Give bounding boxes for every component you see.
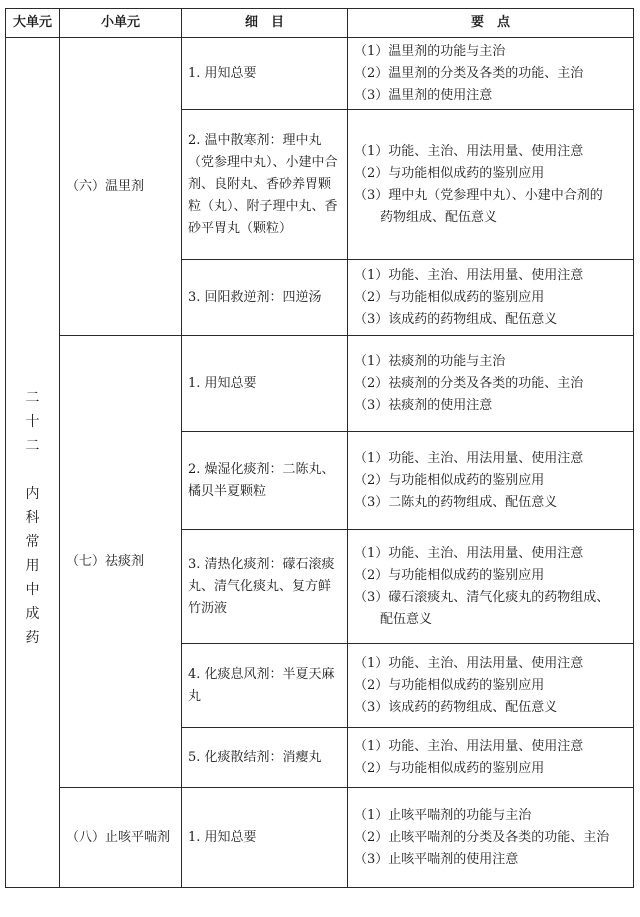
point-line: （2）与功能相似成药的鉴别应用 [354,165,545,181]
big-unit-cell [6,38,60,888]
point-line: （2）与功能相似成药的鉴别应用 [354,677,545,693]
points-cell [348,260,634,336]
points-cell [348,788,634,888]
points-cell [348,432,634,530]
big-unit-char: 二 [25,438,40,454]
detail-cell: 5. 化痰散结剂：消瘿丸 [182,728,348,788]
detail-cell: 1. 用知总要 [182,336,348,432]
point-line: （1）功能、主治、用法用量、使用注意 [354,143,584,159]
detail-cell: 2. 温中散寒剂：理中丸（党参理中丸）、小建中合剂、良附丸、香砂养胃颗粒（丸）、附子理中丸、香砂平胃丸（颗粒） [182,110,348,260]
point-line: （2）与功能相似成药的鉴别应用 [354,289,545,305]
small-unit-cell: （八）止咳平喘剂 [60,788,182,888]
point-line: （1）止咳平喘剂的功能与主治 [354,807,532,823]
points-cell [348,110,634,260]
point-line: （2）与功能相似成药的鉴别应用 [354,567,545,583]
big-unit-char: 科 [25,510,40,526]
detail-cell: 3. 清热化痰剂：礞石滚痰丸、清气化痰丸、复方鲜竹沥液 [182,530,348,644]
big-unit-char: 用 [25,558,40,574]
point-line: （1）功能、主治、用法用量、使用注意 [354,545,584,561]
point-line: 配伍意义 [354,611,433,627]
small-unit-cell: （七）祛痰剂 [60,336,182,788]
points-cell [348,38,634,110]
point-line: （3）礞石滚痰丸、清气化痰丸的药物组成、 [354,589,610,605]
detail-cell: 4. 化痰息风剂：半夏天麻丸 [182,644,348,728]
big-unit-char: 常 [25,534,40,550]
point-line: （1）功能、主治、用法用量、使用注意 [354,738,584,754]
table-row [6,38,634,110]
point-line: （1）功能、主治、用法用量、使用注意 [354,450,584,466]
points-cell [348,728,634,788]
point-line: （1）功能、主治、用法用量、使用注意 [354,655,584,671]
point-line: （3）二陈丸的药物组成、配伍意义 [354,494,558,510]
syllabus-table [5,8,634,888]
big-unit-char: 二 [25,390,40,406]
detail-cell: 1. 用知总要 [182,788,348,888]
point-line: （2）温里剂的分类及各类的功能、主治 [354,65,584,81]
point-line: （2）与功能相似成药的鉴别应用 [354,760,545,776]
point-line: （3）该成药的药物组成、配伍意义 [354,311,558,327]
small-unit-cell: （六）温里剂 [60,38,182,336]
point-line: （2）止咳平喘剂的分类及各类的功能、主治 [354,829,610,845]
point-line: （1）祛痰剂的功能与主治 [354,353,506,369]
point-line: （3）止咳平喘剂的使用注意 [354,851,519,867]
point-line: （1）温里剂的功能与主治 [354,43,506,59]
table-row [6,788,634,888]
point-line: （3）温里剂的使用注意 [354,87,493,103]
detail-cell: 3. 回阳救逆剂：四逆汤 [182,260,348,336]
big-unit-char: 药 [25,630,40,646]
big-unit-char: 成 [25,606,40,622]
big-unit-char: 十 [25,414,40,430]
point-line: （2）与功能相似成药的鉴别应用 [354,472,545,488]
points-cell [348,530,634,644]
point-line: 药物组成、配伍意义 [354,209,498,225]
detail-cell: 2. 燥湿化痰剂：二陈丸、橘贝半夏颗粒 [182,432,348,530]
table-row [6,336,634,432]
point-line: （1）功能、主治、用法用量、使用注意 [354,267,584,283]
detail-cell: 1. 用知总要 [182,38,348,110]
header-detail: 细 目 [182,9,348,38]
header-row [6,9,634,38]
big-unit-char: 中 [25,582,40,598]
point-line: （3）该成药的药物组成、配伍意义 [354,699,558,715]
points-cell [348,336,634,432]
big-unit-char: 内 [25,486,40,502]
big-unit-label [6,386,59,650]
header-small-unit: 小单元 [60,9,182,38]
point-line: （3）祛痰剂的使用注意 [354,397,493,413]
points-cell [348,644,634,728]
point-line: （2）祛痰剂的分类及各类的功能、主治 [354,375,584,391]
header-points: 要 点 [348,9,634,38]
point-line: （3）理中丸（党参理中丸）、小建中合剂的 [354,187,603,203]
header-big-unit: 大单元 [6,9,60,38]
